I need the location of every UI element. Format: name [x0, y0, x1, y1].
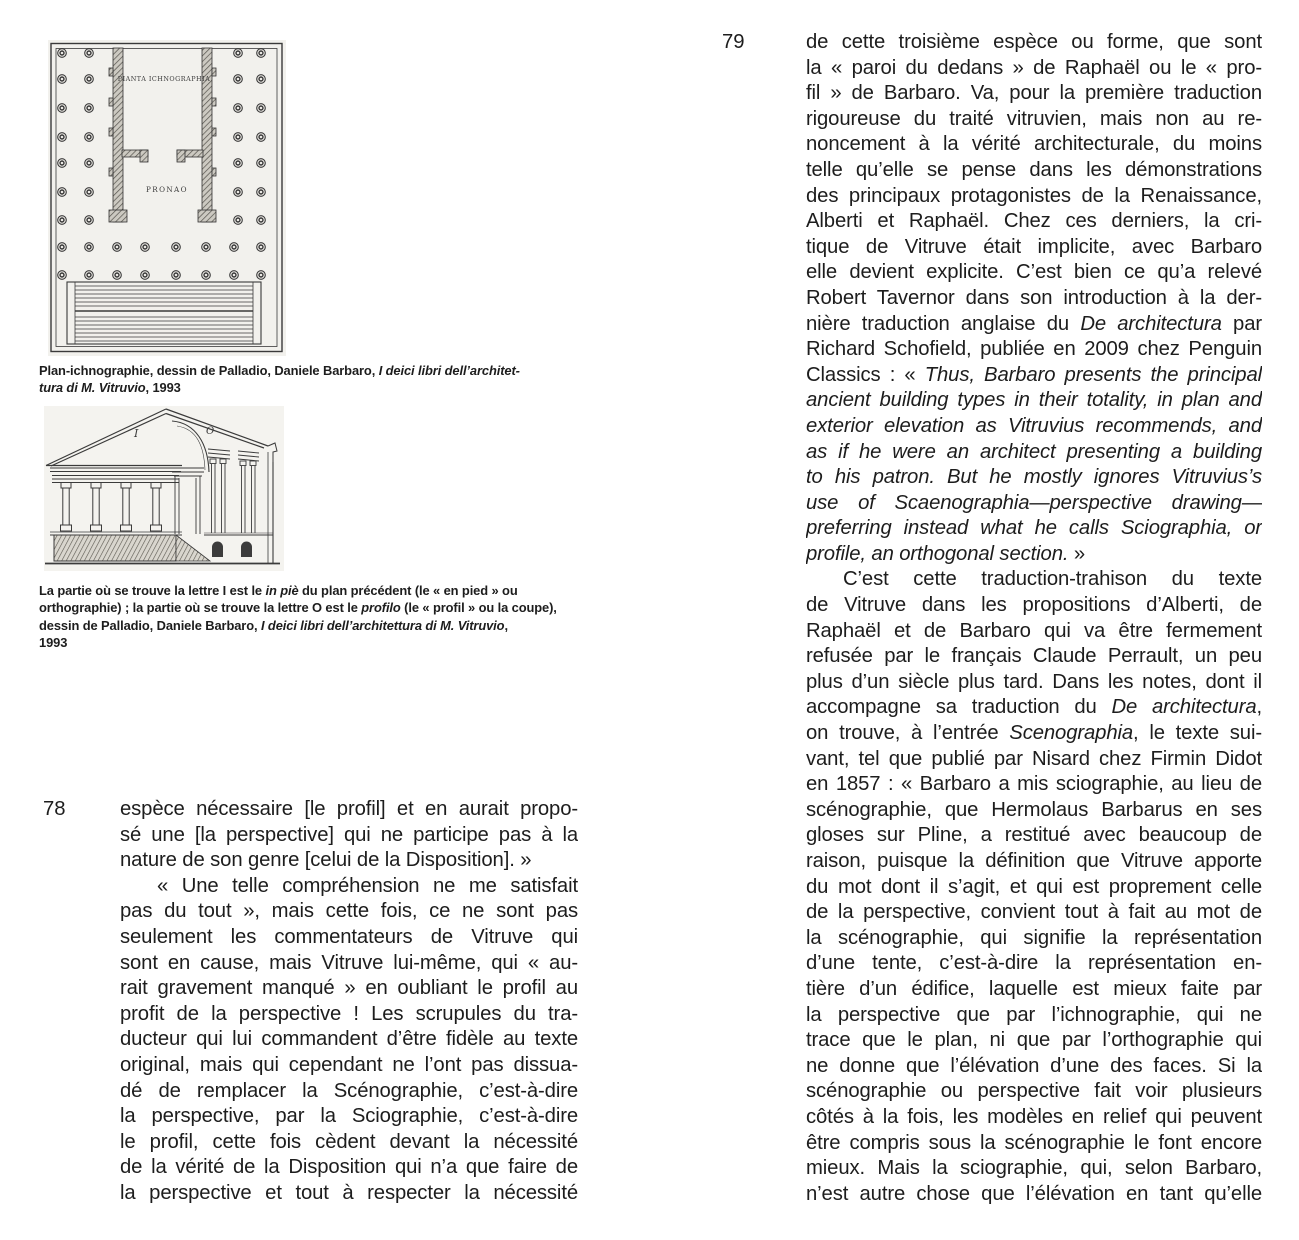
figure-plan-ichnographia — [48, 40, 286, 356]
text-line: Richard Schofield, publiée en 2009 chez Penguin — [806, 338, 1262, 361]
figure-elevation-caption — [39, 582, 679, 652]
text-line: plus d’un siècle plus tard. Dans les notes, dont il — [806, 670, 1262, 693]
text-line: exterior elevation as Vitruvius recommends, and — [806, 414, 1262, 437]
text-line: ancient building types in their totality, in plan and — [806, 389, 1262, 412]
text-line: Raphaël et de Barbaro qui va être fermement — [806, 619, 1262, 642]
text-line: to his patron. But he mostly ignores Vitruvius’s — [806, 466, 1262, 489]
text-line: on trouve, à l’entrée Scenographia, le texte sui- — [806, 722, 1262, 745]
text-line: la « paroi du dedans » de Raphaël ou le « pro- — [806, 56, 1262, 79]
text-line: pas du tout », mais cette fois, ce ne sont pas — [120, 900, 578, 923]
text-line: d’une tente, c’est-à-dire la représentation en- — [806, 952, 1262, 975]
text-line: « Une telle compréhension ne me satisfait — [157, 874, 578, 897]
elevation-letter-i: I — [134, 427, 139, 440]
text-line: de cette troisième espèce ou forme, que sont — [806, 31, 1262, 53]
page-78-text-column — [120, 797, 578, 1207]
text-line: la perspective, par la Sciographie, c’est-à-dire — [120, 1105, 578, 1128]
text-line: refusée par le français Claude Perrault, un peu — [806, 645, 1262, 668]
text-line: C’est cette traduction-trahison du texte — [843, 568, 1262, 591]
text-line: Classics : « Thus, Barbaro presents the principal — [806, 363, 1262, 386]
text-line: trace que le plan, ni que par l’orthographie qui — [806, 1029, 1262, 1052]
page-79-text-column — [806, 30, 1262, 1207]
text-line: seulement les commentateurs de Vitruve qui — [120, 925, 578, 948]
text-line: nature de son genre [celui de la Disposition]. » — [120, 849, 532, 872]
text-line: Robert Tavernor dans son introduction à la der- — [806, 286, 1262, 309]
text-line: tière d’un édifice, laquelle est mieux faite par — [806, 977, 1262, 1000]
text-line: noncement à la vérité architecturale, du moins — [806, 133, 1262, 156]
text-line: du mot dont il s’agit, et qui est proprement celle — [806, 875, 1262, 898]
page-number-78: 78 — [43, 798, 66, 820]
text-line: raison, puisque la définition que Vitruve apporte — [806, 850, 1262, 872]
plan-stairs — [67, 282, 261, 344]
text-line: le profil, cette fois cèdent devant la nécessité — [120, 1130, 578, 1153]
text-line: profit de la perspective ! Les scrupules du tra- — [120, 1002, 578, 1025]
text-line: ducteur qui lui commandent d’être fidèle au texte — [120, 1028, 578, 1051]
text-line: fil » de Barbaro. Va, pour la première traduction — [806, 82, 1262, 105]
text-line: accompagne sa traduction du De architectura, — [806, 696, 1262, 719]
text-line: la perspective et tout à respecter la nécessité — [120, 1181, 578, 1204]
figure-plan-caption — [39, 362, 659, 397]
text-line: dé de remplacer la Scénographie, c’est-à-dire — [120, 1079, 578, 1102]
text-line: rigoureuse du traité vitruvien, mais non au re- — [806, 107, 1262, 130]
text-line: preferring instead what he calls Sciographia, or — [806, 517, 1262, 540]
text-line: Alberti et Raphaël. Chez ces derniers, la cri- — [806, 210, 1262, 233]
text-line: dessin de Palladio, Daniele Barbaro, I deici libri dell’architettura di M. Vitruvio, — [39, 617, 508, 633]
text-line: de la vérité de la Disposition qui n’a que faire de — [120, 1156, 578, 1179]
text-line: 1993 — [39, 635, 68, 651]
text-line: original, mais qui cependant ne l’ont pas dissua- — [120, 1053, 578, 1076]
text-line: sont en cause, mais Vitruve lui-même, qui « au- — [120, 951, 578, 974]
text-line: des principaux protagonistes de la Renaissance, — [806, 184, 1262, 207]
text-line: la perspective que par l’ichnographie, qui ne — [806, 1003, 1262, 1026]
figure-elevation-section — [44, 406, 284, 571]
text-line: la scénographie, qui signifie la représentation — [806, 926, 1262, 949]
text-line: elle devient explicite. C’est bien ce qu’a relevé — [806, 261, 1262, 284]
elevation-letter-o: O — [206, 426, 215, 437]
text-line: vant, tel que publié par Nisard chez Firmin Didot — [806, 747, 1262, 770]
text-line: use of Scaenographia—perspective drawing— — [806, 491, 1262, 514]
text-line: n’est autre chose que l’élévation en tant qu’elle — [806, 1182, 1262, 1205]
text-line: côtés à la fois, les modèles en relief qui peuvent — [806, 1105, 1262, 1128]
text-line: telle qu’elle se pense dans les démonstrations — [806, 158, 1262, 181]
text-line: nière traduction anglaise du De architectura par — [806, 312, 1262, 335]
text-line: scénographie, que Hermolaus Barbarus en ses — [806, 798, 1262, 821]
text-line: tique de Vitruve était implicite, avec Barbaro — [806, 235, 1262, 258]
text-line: de Vitruve dans les propositions d’Alberti, de — [806, 594, 1262, 617]
text-line: en 1857 : « Barbaro a mis sciographie, au lieu de — [806, 773, 1262, 796]
text-line: Plan-ichnographie, dessin de Palladio, Daniele Barbaro, I deici libri dell’architet- — [39, 363, 520, 378]
plan-title-label: PIANTA ICHNOGRAPHIA — [117, 75, 211, 83]
text-line: orthographie) ; la partie où se trouve la lettre O est le profilo (le « profil » ou la coupe), — [39, 600, 557, 616]
text-line: profile, an orthogonal section. » — [806, 542, 1086, 565]
text-line: rait gravement manqué » en oubliant le profil au — [120, 977, 578, 1000]
page-number-79: 79 — [722, 31, 745, 53]
text-line: de la perspective, convient tout à fait au mot de — [806, 901, 1262, 924]
text-line: La partie où se trouve la lettre I est le in piè du plan précédent (le « en pied » ou — [39, 583, 518, 598]
text-line: gloses sur Pline, a restitué avec beaucoup de — [806, 824, 1262, 847]
text-line: espèce nécessaire [le profil] et en aurait propo- — [120, 798, 578, 820]
text-line: as if he were an architect presenting a building — [806, 440, 1262, 463]
text-line: mieux. Mais la sciographie, qui, selon Barbaro, — [806, 1157, 1262, 1180]
text-line: sé une [la perspective] qui ne participe pas à la — [120, 823, 578, 846]
text-line: être compris sous la scénographie le font encore — [806, 1131, 1262, 1154]
text-line: ne donne que l’élévation d’une des faces. Si la — [806, 1054, 1262, 1077]
text-line: tura di M. Vitruvio, 1993 — [39, 380, 181, 396]
text-line: scénographie ou perspective fait voir plusieurs — [806, 1080, 1262, 1103]
plan-pronao-label: PRONAO — [146, 185, 188, 194]
